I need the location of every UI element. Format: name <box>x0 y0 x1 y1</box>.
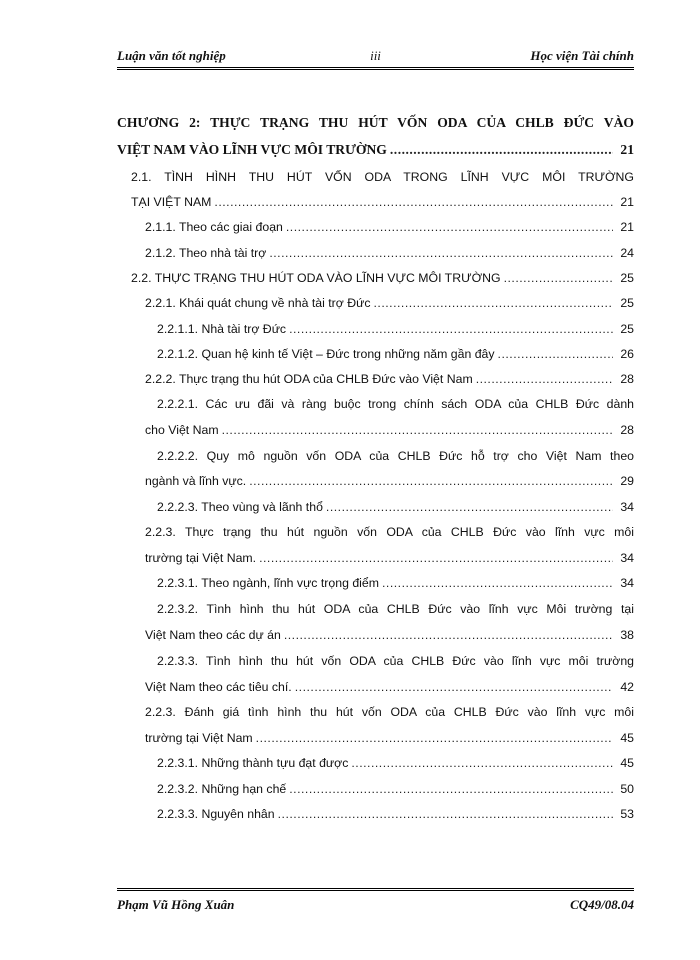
toc-page: 25 <box>620 271 634 285</box>
toc-chapter[interactable]: VIỆT NAM VÀO LĨNH VỰC MÔI TRƯỜNG ..... 21 <box>117 137 634 163</box>
toc-page: 29 <box>620 474 634 488</box>
toc-2-1-2[interactable]: 2.1.2. Theo nhà tài trợ ..... 24 <box>145 240 634 266</box>
toc-page: 24 <box>620 246 634 260</box>
toc-2-2-3-3-a[interactable]: Việt Nam theo các tiêu chí. ..... 42 <box>145 674 634 700</box>
toc-2-2-2-1-line1: 2.2.2.1. Các ưu đãi và ràng buộc trong chính sách ODA của CHLB Đức dành <box>157 397 634 411</box>
footer-rule <box>117 888 634 891</box>
toc-chapter-line1: CHƯƠNG 2: THỰC TRẠNG THU HÚT VỐN ODA CỦA CHLB ĐỨC VÀO <box>117 115 634 130</box>
page-header <box>117 48 634 68</box>
toc-2-2-2-2-line1: 2.2.2.2. Quy mô nguồn vốn ODA của CHLB Đức hỗ trợ cho Việt Nam theo <box>157 449 634 463</box>
toc-page: 34 <box>620 500 634 514</box>
header-right: Học viện Tài chính <box>530 48 634 63</box>
header-rule <box>117 67 634 70</box>
toc-2-1-1[interactable]: 2.1.1. Theo các giai đoạn ..... 21 <box>145 214 634 240</box>
toc-page: 25 <box>620 322 634 336</box>
toc-2-2-3-3-a-line1: 2.2.3.3. Tình hình thu hút vốn ODA của CHLB Đức vào lĩnh vực môi trường <box>157 654 634 668</box>
footer-author: Phạm Vũ Hồng Xuân <box>117 897 235 912</box>
toc-2-2-3-a-line1: 2.2.3. Thực trạng thu hút nguồn vốn ODA của CHLB Đức vào lĩnh vực môi <box>145 525 634 539</box>
toc-2-2-3-b-line1: 2.2.3. Đánh giá tình hình thu hút vốn ODA của CHLB Đức vào lĩnh vực môi <box>145 705 634 719</box>
toc-page: 38 <box>620 628 634 642</box>
toc-2-2-2-1[interactable]: cho Việt Nam ..... 28 <box>145 417 634 443</box>
header-left: Luận văn tốt nghiệp <box>117 48 226 63</box>
toc-page: 21 <box>620 195 634 209</box>
toc-page: 50 <box>620 782 634 796</box>
toc-page: 42 <box>620 680 634 694</box>
toc-page: 28 <box>620 372 634 386</box>
toc-page: 28 <box>620 423 634 437</box>
toc-2-1[interactable]: TẠI VIỆT NAM ..... 21 <box>131 189 634 215</box>
toc-page: 34 <box>620 551 634 565</box>
footer-class: CQ49/08.04 <box>570 897 634 912</box>
page-number: iii <box>370 48 381 63</box>
toc-2-2-3-1-b[interactable]: 2.2.3.1. Những thành tựu đạt được ..... 45 <box>157 750 634 776</box>
toc-2-2-2[interactable]: 2.2.2. Thực trạng thu hút ODA của CHLB Đức vào Việt Nam ..... 28 <box>145 366 634 392</box>
toc-page: 26 <box>620 347 634 361</box>
toc-2-2-3-3-b[interactable]: 2.2.3.3. Nguyên nhân ..... 53 <box>157 801 634 827</box>
toc-page: 25 <box>620 296 634 310</box>
toc-2-2-1-2[interactable]: 2.2.1.2. Quan hệ kinh tế Việt – Đức trong những năm gần đây ..... 26 <box>157 341 634 367</box>
toc-2-1-line1: 2.1. TÌNH HÌNH THU HÚT VỐN ODA TRONG LĨNH VỰC MÔI TRƯỜNG <box>131 170 634 184</box>
toc-2-2-3-2-b[interactable]: 2.2.3.2. Những hạn chế ..... 50 <box>157 776 634 802</box>
toc-page: 45 <box>620 756 634 770</box>
toc-page: 21 <box>620 142 634 157</box>
toc-2-2-2-3[interactable]: 2.2.2.3. Theo vùng và lãnh thổ ..... 34 <box>157 494 634 520</box>
toc-2-2-3-1-a[interactable]: 2.2.3.1. Theo ngành, lĩnh vực trọng điểm ..... 34 <box>157 570 634 596</box>
toc-page: 21 <box>620 220 634 234</box>
toc-page: 34 <box>620 576 634 590</box>
toc-2-2-3-b[interactable]: trường tại Việt Nam ..... 45 <box>145 725 634 751</box>
toc-2-2[interactable]: 2.2. THỰC TRẠNG THU HÚT ODA VÀO LĨNH VỰC MÔI TRƯỜNG ..... 25 <box>131 265 634 291</box>
toc-page: 45 <box>620 731 634 745</box>
toc-page: 53 <box>620 807 634 821</box>
toc-2-2-1-1[interactable]: 2.2.1.1. Nhà tài trợ Đức ..... 25 <box>157 316 634 342</box>
toc-2-2-3-2-a-line1: 2.2.3.2. Tình hình thu hút ODA của CHLB Đức vào lĩnh vực Môi trường tại <box>157 602 634 616</box>
toc-2-2-1[interactable]: 2.2.1. Khái quát chung về nhà tài trợ Đức ..... 25 <box>145 290 634 316</box>
toc-2-2-2-2[interactable]: ngành và lĩnh vực. ..... 29 <box>145 468 634 494</box>
toc-2-2-3-a[interactable]: trường tại Việt Nam. ..... 34 <box>145 545 634 571</box>
toc-2-2-3-2-a[interactable]: Việt Nam theo các dự án ..... 38 <box>145 622 634 648</box>
